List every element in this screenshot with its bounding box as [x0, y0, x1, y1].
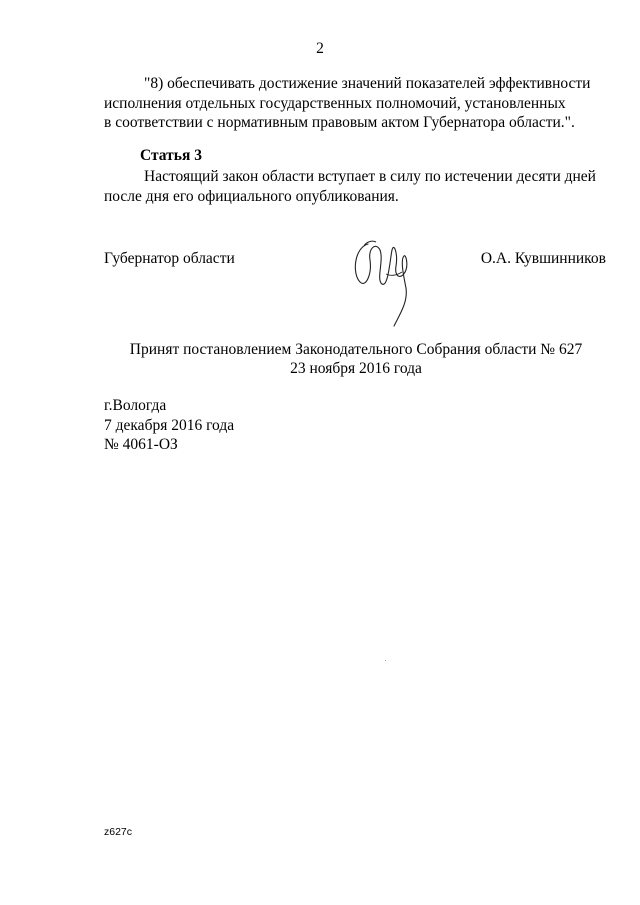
governor-name: О.А. Кувшинников [480, 250, 606, 267]
article-3-line-1: Настоящий закон области вступает в силу по истечении десяти дней [144, 168, 596, 185]
page-number: 2 [316, 40, 324, 57]
item-8-line-3: в соответствии с нормативным правовым актом Губернатора области.". [104, 114, 575, 131]
signature-image [346, 230, 426, 330]
governor-title: Губернатор области [104, 250, 235, 267]
signing-date: 7 декабря 2016 года [104, 416, 235, 434]
adoption-note [0, 340, 640, 378]
adoption-line-1: Принят постановлением Законодательного Собрания области № 627 [129, 341, 583, 358]
article-3-paragraph [104, 167, 606, 206]
place-date-block [104, 396, 234, 455]
law-number: № 4061-ОЗ [104, 436, 178, 453]
item-8-line-1: "8) обеспечивать достижение значений показателей эффективности [144, 75, 591, 92]
footer-code: z627c [104, 826, 133, 838]
item-8-line-2: исполнения отдельных государственных полномочий, установленных [104, 94, 566, 112]
scan-speck [385, 660, 386, 661]
article-3-line-2: после дня его официального опубликования. [104, 187, 399, 205]
article-3-title: Статья 3 [140, 147, 202, 164]
city: г.Вологда [104, 397, 167, 414]
adoption-line-2: 23 ноября 2016 года [290, 360, 422, 377]
item-8-paragraph [104, 74, 606, 133]
